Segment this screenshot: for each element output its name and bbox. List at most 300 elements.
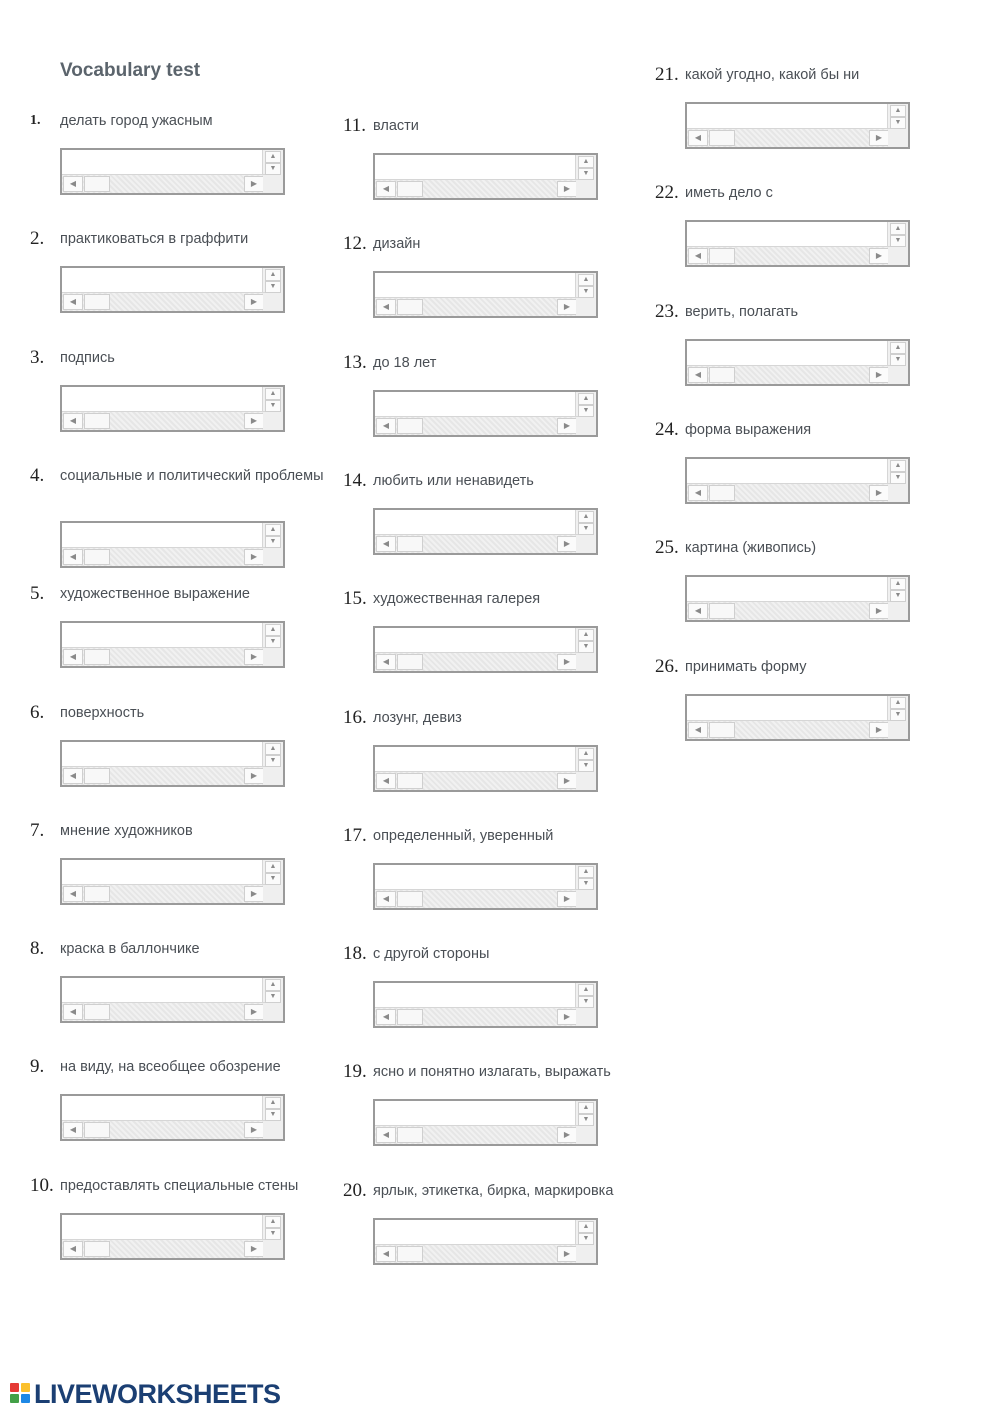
horizontal-scrollbar[interactable] — [375, 1007, 578, 1026]
horizontal-scrollbar[interactable] — [62, 884, 265, 903]
scroll-right-arrow-icon[interactable]: ▶ — [244, 413, 264, 429]
scroll-right-arrow-icon[interactable]: ▶ — [244, 1241, 264, 1257]
answer-box[interactable] — [373, 863, 598, 910]
answer-input[interactable] — [64, 1217, 248, 1241]
vocab-item-16 — [343, 707, 643, 825]
scroll-down-arrow-icon[interactable]: ▼ — [578, 996, 594, 1008]
scroll-thumb[interactable] — [709, 130, 735, 146]
vocab-item-15 — [343, 588, 643, 706]
item-number: 5. — [30, 583, 45, 605]
vertical-scrollbar[interactable] — [262, 268, 283, 294]
scroll-thumb[interactable] — [709, 248, 735, 264]
item-label: ярлык, этикетка, бирка, маркировка — [373, 1182, 614, 1199]
item-label: иметь дело с — [685, 185, 773, 202]
answer-input[interactable] — [377, 157, 561, 181]
scroll-left-arrow-icon[interactable]: ◀ — [376, 299, 396, 315]
item-label: с другой стороны — [373, 946, 490, 963]
item-number: 3. — [30, 346, 45, 368]
scroll-down-arrow-icon[interactable]: ▼ — [578, 168, 594, 180]
scroll-right-arrow-icon[interactable]: ▶ — [244, 768, 264, 784]
item-label: власти — [373, 118, 419, 134]
scrollbar-corner — [576, 653, 596, 671]
horizontal-scrollbar[interactable] — [687, 483, 890, 502]
vocab-item-6 — [30, 702, 330, 820]
scroll-down-arrow-icon[interactable]: ▼ — [578, 405, 594, 417]
vertical-scrollbar[interactable] — [262, 1096, 283, 1122]
vertical-scrollbar[interactable] — [262, 523, 283, 549]
answer-box[interactable] — [60, 521, 285, 568]
item-number: 2. — [30, 228, 45, 250]
item-label: на виду, на всеобщее обозрение — [60, 1059, 281, 1076]
answer-input[interactable] — [64, 862, 248, 886]
vocab-item-10 — [30, 1175, 330, 1293]
vocab-item-21 — [655, 64, 955, 182]
vertical-scrollbar[interactable] — [575, 510, 596, 536]
vocab-item-12 — [343, 233, 643, 351]
scroll-right-arrow-icon[interactable]: ▶ — [869, 603, 889, 619]
answer-box[interactable] — [373, 981, 598, 1028]
answer-box[interactable] — [373, 153, 598, 200]
horizontal-scrollbar[interactable] — [375, 652, 578, 671]
scrollbar-corner — [263, 648, 283, 666]
scroll-down-arrow-icon[interactable]: ▼ — [265, 281, 281, 293]
item-number: 11. — [343, 115, 367, 136]
scroll-right-arrow-icon[interactable]: ▶ — [244, 1122, 264, 1138]
scroll-thumb[interactable] — [84, 1122, 110, 1138]
scroll-down-arrow-icon[interactable]: ▼ — [578, 878, 594, 890]
item-number: 21. — [655, 64, 679, 85]
item-number: 15. — [343, 588, 367, 610]
answer-input[interactable] — [377, 867, 561, 891]
vertical-scrollbar[interactable] — [262, 623, 283, 649]
scroll-left-arrow-icon[interactable]: ◀ — [376, 1246, 396, 1262]
scroll-right-arrow-icon[interactable]: ▶ — [557, 536, 577, 552]
scrollbar-corner — [576, 1126, 596, 1144]
scroll-down-arrow-icon[interactable]: ▼ — [890, 354, 906, 366]
answer-input[interactable] — [689, 343, 873, 367]
item-number: 10. — [30, 1174, 54, 1196]
scroll-left-arrow-icon[interactable]: ◀ — [376, 1009, 396, 1025]
horizontal-scrollbar[interactable] — [62, 647, 265, 666]
answer-input[interactable] — [64, 525, 248, 549]
vertical-scrollbar[interactable] — [575, 392, 596, 418]
horizontal-scrollbar[interactable] — [375, 297, 578, 316]
item-number: 1. — [30, 113, 41, 128]
scroll-right-arrow-icon[interactable]: ▶ — [869, 367, 889, 383]
scroll-down-arrow-icon[interactable]: ▼ — [265, 536, 281, 548]
horizontal-scrollbar[interactable] — [375, 771, 578, 790]
scroll-thumb[interactable] — [84, 1004, 110, 1020]
vocab-item-20 — [343, 1180, 643, 1298]
scroll-down-arrow-icon[interactable]: ▼ — [890, 117, 906, 129]
scrollbar-corner — [263, 1121, 283, 1139]
scroll-thumb[interactable] — [397, 1009, 423, 1025]
scroll-thumb[interactable] — [84, 549, 110, 565]
scroll-right-arrow-icon[interactable]: ▶ — [557, 891, 577, 907]
scroll-thumb[interactable] — [84, 649, 110, 665]
item-number: 26. — [655, 655, 679, 677]
answer-input[interactable] — [689, 461, 873, 485]
answer-box[interactable] — [60, 621, 285, 668]
horizontal-scrollbar[interactable] — [62, 1239, 265, 1258]
scroll-up-arrow-icon[interactable]: ▲ — [265, 1216, 281, 1228]
scroll-thumb[interactable] — [397, 299, 423, 315]
answer-box[interactable] — [60, 858, 285, 905]
horizontal-scrollbar[interactable] — [62, 766, 265, 785]
scroll-left-arrow-icon[interactable]: ◀ — [376, 1127, 396, 1143]
scroll-thumb[interactable] — [84, 768, 110, 784]
scroll-down-arrow-icon[interactable]: ▼ — [265, 873, 281, 885]
scrollbar-corner — [263, 412, 283, 430]
horizontal-scrollbar[interactable] — [687, 720, 890, 739]
scroll-right-arrow-icon[interactable]: ▶ — [244, 294, 264, 310]
scroll-up-arrow-icon[interactable]: ▲ — [265, 388, 281, 400]
horizontal-scrollbar[interactable] — [687, 365, 890, 384]
scroll-down-arrow-icon[interactable]: ▼ — [890, 472, 906, 484]
scrollbar-corner — [576, 1245, 596, 1263]
scroll-down-arrow-icon[interactable]: ▼ — [578, 286, 594, 298]
item-label: художественное выражение — [60, 586, 251, 603]
scroll-up-arrow-icon[interactable]: ▲ — [265, 861, 281, 873]
page-title: Vocabulary test — [60, 60, 201, 81]
vocab-item-7 — [30, 820, 330, 938]
scroll-up-arrow-icon[interactable]: ▲ — [578, 1221, 594, 1233]
answer-box[interactable] — [60, 1094, 285, 1141]
item-number: 13. — [343, 351, 367, 373]
answer-input[interactable] — [64, 744, 248, 768]
horizontal-scrollbar[interactable] — [62, 547, 265, 566]
answer-box[interactable] — [685, 339, 910, 386]
scroll-right-arrow-icon[interactable]: ▶ — [244, 649, 264, 665]
answer-input[interactable] — [377, 275, 561, 299]
answer-box[interactable] — [373, 508, 598, 555]
scroll-down-arrow-icon[interactable]: ▼ — [578, 1233, 594, 1245]
answer-box[interactable] — [373, 1218, 598, 1265]
answer-input[interactable] — [689, 106, 873, 130]
horizontal-scrollbar[interactable] — [62, 1120, 265, 1139]
scroll-up-arrow-icon[interactable]: ▲ — [578, 629, 594, 641]
item-label: художественная галерея — [373, 591, 541, 608]
vertical-scrollbar[interactable] — [262, 387, 283, 413]
horizontal-scrollbar[interactable] — [687, 128, 890, 147]
scroll-right-arrow-icon[interactable]: ▶ — [557, 773, 577, 789]
vertical-scrollbar[interactable] — [887, 104, 908, 130]
item-number: 17. — [343, 824, 367, 846]
horizontal-scrollbar[interactable] — [62, 1002, 265, 1021]
horizontal-scrollbar[interactable] — [687, 601, 890, 620]
answer-input[interactable] — [64, 152, 248, 176]
vocab-item-11 — [343, 115, 643, 233]
scroll-up-arrow-icon[interactable]: ▲ — [578, 984, 594, 996]
scroll-left-arrow-icon[interactable]: ◀ — [376, 773, 396, 789]
scroll-thumb[interactable] — [397, 418, 423, 434]
answer-box[interactable] — [373, 745, 598, 792]
answer-input[interactable] — [377, 394, 561, 418]
vertical-scrollbar[interactable] — [575, 628, 596, 654]
horizontal-scrollbar[interactable] — [62, 292, 265, 311]
scroll-thumb[interactable] — [397, 654, 423, 670]
vertical-scrollbar[interactable] — [575, 747, 596, 773]
answer-box[interactable] — [373, 271, 598, 318]
answer-input[interactable] — [64, 1098, 248, 1122]
scrollbar-corner — [263, 293, 283, 311]
scroll-thumb[interactable] — [397, 181, 423, 197]
scroll-down-arrow-icon[interactable]: ▼ — [578, 760, 594, 772]
scroll-right-arrow-icon[interactable]: ▶ — [557, 299, 577, 315]
answer-box[interactable] — [685, 220, 910, 267]
scroll-left-arrow-icon[interactable]: ◀ — [376, 654, 396, 670]
scroll-right-arrow-icon[interactable]: ▶ — [869, 130, 889, 146]
scroll-right-arrow-icon[interactable]: ▶ — [244, 1004, 264, 1020]
answer-input[interactable] — [64, 270, 248, 294]
scroll-left-arrow-icon[interactable]: ◀ — [63, 413, 83, 429]
scroll-thumb[interactable] — [709, 722, 735, 738]
item-number: 6. — [30, 701, 45, 723]
scroll-down-arrow-icon[interactable]: ▼ — [265, 1228, 281, 1240]
answer-box[interactable] — [685, 102, 910, 149]
scrollbar-corner — [576, 417, 596, 435]
answer-input[interactable] — [377, 630, 561, 654]
vertical-scrollbar[interactable] — [262, 860, 283, 886]
scroll-up-arrow-icon[interactable]: ▲ — [890, 697, 906, 709]
scroll-down-arrow-icon[interactable]: ▼ — [265, 163, 281, 175]
scroll-up-arrow-icon[interactable]: ▲ — [890, 342, 906, 354]
horizontal-scrollbar[interactable] — [62, 411, 265, 430]
scrollbar-corner — [888, 366, 908, 384]
item-number: 7. — [30, 819, 45, 841]
scroll-thumb[interactable] — [397, 891, 423, 907]
scroll-up-arrow-icon[interactable]: ▲ — [578, 156, 594, 168]
horizontal-scrollbar[interactable] — [375, 889, 578, 908]
scroll-right-arrow-icon[interactable]: ▶ — [244, 886, 264, 902]
scroll-left-arrow-icon[interactable]: ◀ — [63, 886, 83, 902]
vertical-scrollbar[interactable] — [887, 222, 908, 248]
scroll-left-arrow-icon[interactable]: ◀ — [63, 1241, 83, 1257]
answer-box[interactable] — [685, 457, 910, 504]
vocab-item-23 — [655, 301, 955, 419]
scroll-left-arrow-icon[interactable]: ◀ — [63, 1122, 83, 1138]
vertical-scrollbar[interactable] — [262, 742, 283, 768]
scroll-thumb[interactable] — [84, 176, 110, 192]
scroll-right-arrow-icon[interactable]: ▶ — [557, 181, 577, 197]
answer-input[interactable] — [377, 1103, 561, 1127]
scroll-down-arrow-icon[interactable]: ▼ — [265, 400, 281, 412]
vertical-scrollbar[interactable] — [262, 1215, 283, 1241]
scroll-up-arrow-icon[interactable]: ▲ — [578, 866, 594, 878]
scroll-left-arrow-icon[interactable]: ◀ — [63, 176, 83, 192]
item-label: дизайн — [373, 236, 421, 253]
answer-box[interactable] — [373, 1099, 598, 1146]
scroll-thumb[interactable] — [709, 485, 735, 501]
horizontal-scrollbar[interactable] — [375, 179, 578, 198]
vocab-item-8 — [30, 938, 330, 1056]
item-label: определенный, уверенный — [373, 827, 554, 844]
vocab-item-3 — [30, 347, 330, 465]
scroll-down-arrow-icon[interactable]: ▼ — [578, 641, 594, 653]
item-number: 25. — [655, 537, 679, 559]
answer-input[interactable] — [689, 698, 873, 722]
vertical-scrollbar[interactable] — [575, 273, 596, 299]
scroll-left-arrow-icon[interactable]: ◀ — [376, 181, 396, 197]
horizontal-scrollbar[interactable] — [375, 1244, 578, 1263]
scrollbar-corner — [888, 247, 908, 265]
scroll-up-arrow-icon[interactable]: ▲ — [265, 269, 281, 281]
scroll-down-arrow-icon[interactable]: ▼ — [890, 235, 906, 247]
scroll-thumb[interactable] — [397, 1246, 423, 1262]
scroll-right-arrow-icon[interactable]: ▶ — [557, 1127, 577, 1143]
vertical-scrollbar[interactable] — [262, 978, 283, 1004]
logo-text: LIVEWORKSHEETS — [34, 1378, 281, 1409]
scroll-down-arrow-icon[interactable]: ▼ — [578, 523, 594, 535]
answer-input[interactable] — [64, 980, 248, 1004]
scroll-up-arrow-icon[interactable]: ▲ — [265, 624, 281, 636]
item-number: 8. — [30, 938, 45, 960]
scroll-down-arrow-icon[interactable]: ▼ — [265, 1109, 281, 1121]
scroll-up-arrow-icon[interactable]: ▲ — [265, 151, 281, 163]
vertical-scrollbar[interactable] — [887, 696, 908, 722]
vertical-scrollbar[interactable] — [887, 459, 908, 485]
answer-box[interactable] — [60, 740, 285, 787]
answer-box[interactable] — [60, 385, 285, 432]
item-number: 20. — [343, 1179, 367, 1201]
scroll-down-arrow-icon[interactable]: ▼ — [265, 636, 281, 648]
scroll-thumb[interactable] — [84, 1241, 110, 1257]
item-label: до 18 лет — [373, 354, 437, 371]
answer-box[interactable] — [60, 1213, 285, 1260]
liveworksheets-logo — [10, 1380, 281, 1408]
horizontal-scrollbar[interactable] — [375, 1125, 578, 1144]
horizontal-scrollbar[interactable] — [62, 174, 265, 193]
scroll-left-arrow-icon[interactable]: ◀ — [376, 536, 396, 552]
scroll-up-arrow-icon[interactable]: ▲ — [578, 274, 594, 286]
scrollbar-corner — [263, 767, 283, 785]
answer-box[interactable] — [373, 390, 598, 437]
scroll-thumb[interactable] — [397, 773, 423, 789]
vertical-scrollbar[interactable] — [575, 155, 596, 181]
scroll-up-arrow-icon[interactable]: ▲ — [890, 460, 906, 472]
scroll-thumb[interactable] — [709, 367, 735, 383]
scroll-right-arrow-icon[interactable]: ▶ — [557, 418, 577, 434]
vertical-scrollbar[interactable] — [575, 865, 596, 891]
vertical-scrollbar[interactable] — [887, 577, 908, 603]
scroll-down-arrow-icon[interactable]: ▼ — [265, 991, 281, 1003]
scroll-thumb[interactable] — [709, 603, 735, 619]
scroll-down-arrow-icon[interactable]: ▼ — [265, 755, 281, 767]
scroll-down-arrow-icon[interactable]: ▼ — [890, 590, 906, 602]
answer-input[interactable] — [377, 749, 561, 773]
scroll-left-arrow-icon[interactable]: ◀ — [63, 294, 83, 310]
scroll-up-arrow-icon[interactable]: ▲ — [890, 105, 906, 117]
scroll-left-arrow-icon[interactable]: ◀ — [376, 891, 396, 907]
scroll-left-arrow-icon[interactable]: ◀ — [376, 418, 396, 434]
vocab-item-22 — [655, 182, 955, 300]
scroll-right-arrow-icon[interactable]: ▶ — [869, 722, 889, 738]
scroll-left-arrow-icon[interactable]: ◀ — [688, 603, 708, 619]
scroll-left-arrow-icon[interactable]: ◀ — [63, 768, 83, 784]
scroll-thumb[interactable] — [84, 886, 110, 902]
scroll-up-arrow-icon[interactable]: ▲ — [578, 511, 594, 523]
scroll-thumb[interactable] — [397, 536, 423, 552]
scroll-left-arrow-icon[interactable]: ◀ — [688, 130, 708, 146]
scroll-left-arrow-icon[interactable]: ◀ — [688, 722, 708, 738]
answer-input[interactable] — [689, 224, 873, 248]
scroll-right-arrow-icon[interactable]: ▶ — [244, 549, 264, 565]
scroll-right-arrow-icon[interactable]: ▶ — [557, 1246, 577, 1262]
vocab-item-18 — [343, 943, 643, 1061]
answer-box[interactable] — [685, 575, 910, 622]
vertical-scrollbar[interactable] — [575, 1101, 596, 1127]
scroll-left-arrow-icon[interactable]: ◀ — [688, 248, 708, 264]
scroll-up-arrow-icon[interactable]: ▲ — [265, 1097, 281, 1109]
answer-input[interactable] — [689, 579, 873, 603]
vertical-scrollbar[interactable] — [575, 1220, 596, 1246]
scroll-thumb[interactable] — [397, 1127, 423, 1143]
scroll-left-arrow-icon[interactable]: ◀ — [63, 649, 83, 665]
item-label: практиковаться в граффити — [60, 231, 249, 248]
scroll-left-arrow-icon[interactable]: ◀ — [63, 549, 83, 565]
answer-box[interactable] — [373, 626, 598, 673]
answer-input[interactable] — [64, 625, 248, 649]
scroll-thumb[interactable] — [84, 413, 110, 429]
scroll-down-arrow-icon[interactable]: ▼ — [890, 709, 906, 721]
answer-input[interactable] — [377, 1222, 561, 1246]
item-number: 18. — [343, 943, 367, 965]
scroll-up-arrow-icon[interactable]: ▲ — [578, 1102, 594, 1114]
item-label: мнение художников — [60, 822, 193, 839]
item-label: картина (живопись) — [685, 540, 817, 557]
scroll-left-arrow-icon[interactable]: ◀ — [688, 485, 708, 501]
vocab-item-14 — [343, 470, 643, 588]
answer-box[interactable] — [60, 148, 285, 195]
scroll-up-arrow-icon[interactable]: ▲ — [890, 578, 906, 590]
scroll-up-arrow-icon[interactable]: ▲ — [578, 748, 594, 760]
scroll-up-arrow-icon[interactable]: ▲ — [265, 743, 281, 755]
scroll-up-arrow-icon[interactable]: ▲ — [578, 393, 594, 405]
scroll-right-arrow-icon[interactable]: ▶ — [557, 1009, 577, 1025]
scroll-down-arrow-icon[interactable]: ▼ — [578, 1114, 594, 1126]
scroll-up-arrow-icon[interactable]: ▲ — [265, 979, 281, 991]
horizontal-scrollbar[interactable] — [687, 246, 890, 265]
item-label: поверхность — [60, 704, 145, 721]
answer-input[interactable] — [377, 985, 561, 1009]
scroll-right-arrow-icon[interactable]: ▶ — [244, 176, 264, 192]
scroll-up-arrow-icon[interactable]: ▲ — [265, 524, 281, 536]
vertical-scrollbar[interactable] — [887, 341, 908, 367]
answer-input[interactable] — [377, 512, 561, 536]
vertical-scrollbar[interactable] — [575, 983, 596, 1009]
horizontal-scrollbar[interactable] — [375, 416, 578, 435]
answer-box[interactable] — [685, 694, 910, 741]
horizontal-scrollbar[interactable] — [375, 534, 578, 553]
scroll-thumb[interactable] — [84, 294, 110, 310]
vertical-scrollbar[interactable] — [262, 150, 283, 176]
scroll-left-arrow-icon[interactable]: ◀ — [63, 1004, 83, 1020]
answer-input[interactable] — [64, 389, 248, 413]
scroll-left-arrow-icon[interactable]: ◀ — [688, 367, 708, 383]
vocab-item-13 — [343, 352, 643, 470]
item-number: 4. — [30, 464, 45, 486]
vocab-item-24 — [655, 419, 955, 537]
scroll-right-arrow-icon[interactable]: ▶ — [869, 485, 889, 501]
scroll-up-arrow-icon[interactable]: ▲ — [890, 223, 906, 235]
scroll-right-arrow-icon[interactable]: ▶ — [557, 654, 577, 670]
answer-box[interactable] — [60, 976, 285, 1023]
answer-box[interactable] — [60, 266, 285, 313]
item-number: 12. — [343, 233, 367, 255]
vocab-item-19 — [343, 1061, 643, 1179]
scroll-right-arrow-icon[interactable]: ▶ — [869, 248, 889, 264]
item-number: 23. — [655, 300, 679, 322]
